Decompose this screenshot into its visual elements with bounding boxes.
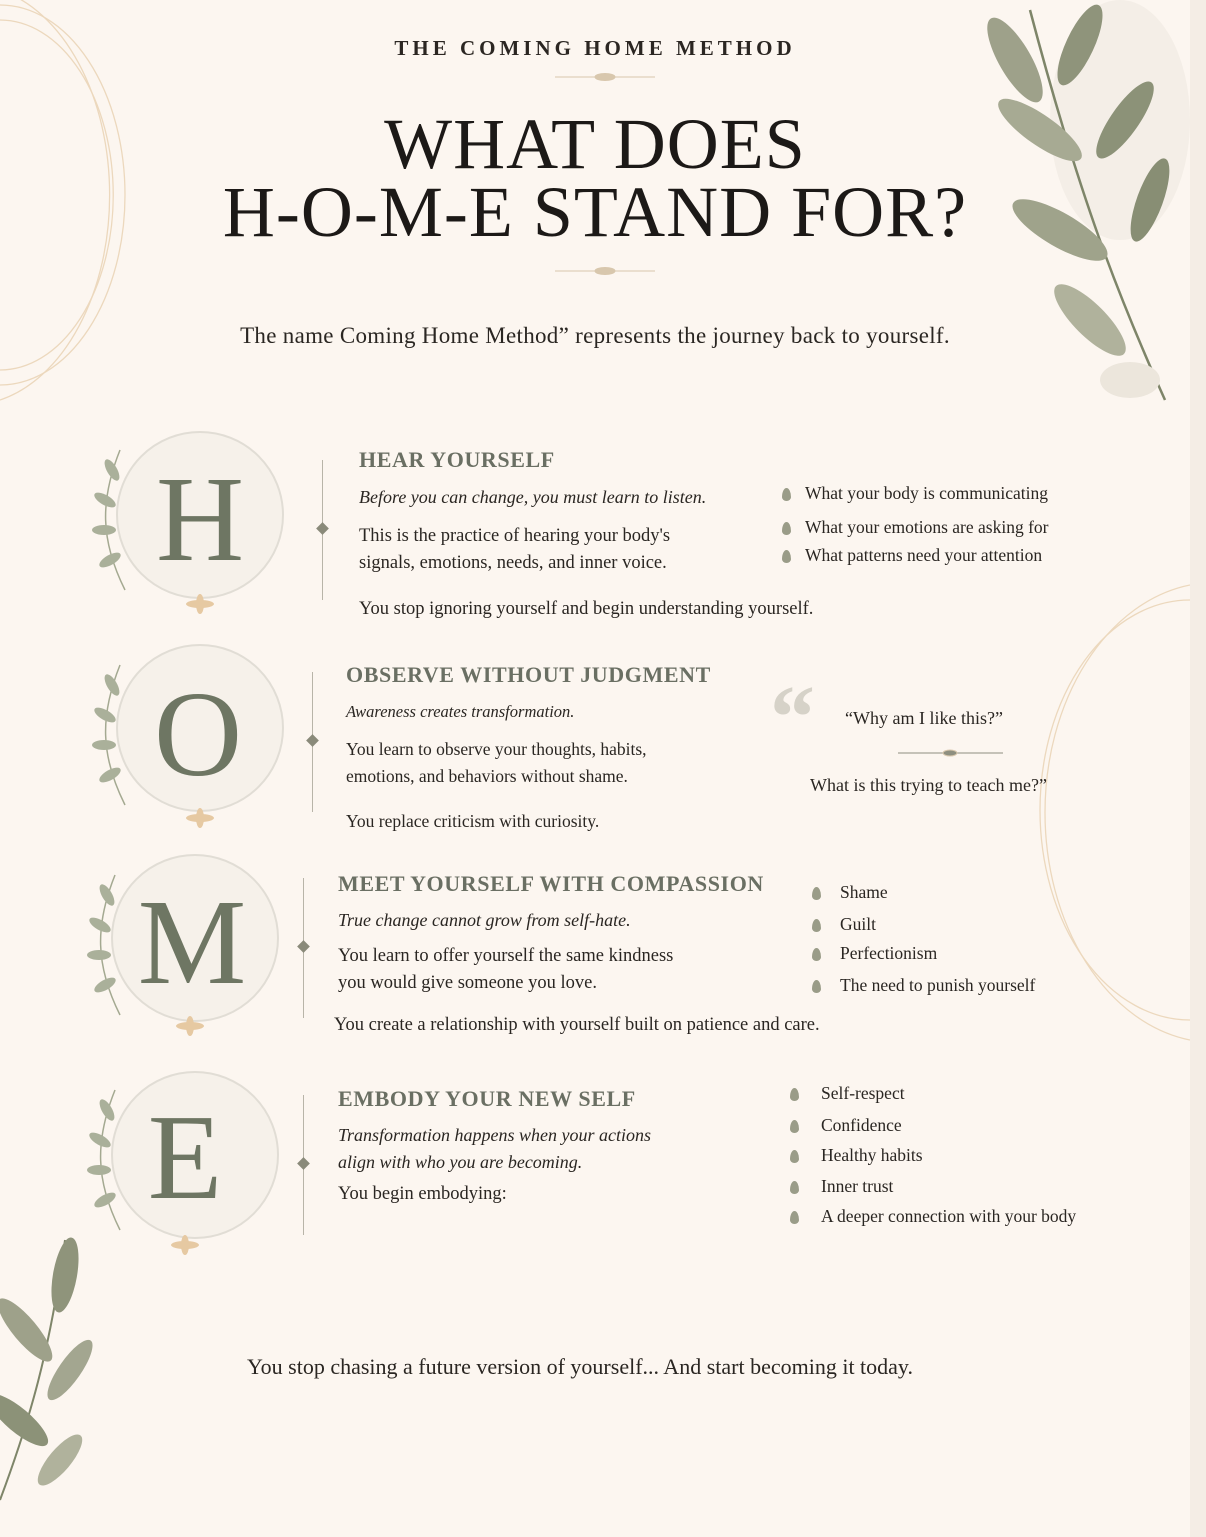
section-tagline-o: Awareness creates transformation. [346,702,575,721]
arc-lines-right-icon [1040,585,1190,1040]
leaf-bullet-icon [782,488,791,501]
title-line-1: WHAT DOES [384,104,806,184]
body-line: signals, emotions, needs, and inner voice. [359,553,667,573]
section-title-o: OBSERVE WITHOUT JUDGMENT [346,662,711,687]
body-line: emotions, and behaviors without shame. [346,766,628,786]
section-summary-m: You create a relationship with yourself built on patience and care. [334,1015,820,1035]
body-line: You learn to observe your thoughts, habits, [346,739,647,759]
page-edge [1190,0,1206,1537]
section-body-h [359,523,670,577]
leaf-bullet-icon [812,887,821,900]
quote-text-1: “Why am I like this?” [845,708,1003,728]
section-tagline-e [338,1122,651,1176]
leaf-bullet-icon [812,919,821,932]
letter-e: E [147,1090,223,1225]
leaf-bullet-icon [782,550,791,563]
leaf-bullet-icon [790,1150,799,1163]
body-line: This is the practice of hearing your body's [359,526,671,546]
section-tagline-h: Before you can change, you must learn to listen. [359,487,707,507]
closing-text: You stop chasing a future version of yourself... And start becoming it today. [246,1354,913,1379]
leaf-bullet-icon [812,948,821,961]
body-line: You learn to offer yourself the same kindness [338,946,674,966]
intro-text: The name Coming Home Method” represents the journey back to yourself. [240,323,950,348]
letter-o: O [153,667,243,802]
tagline-line: Transformation happens when your actions [338,1125,652,1145]
letter-m: M [137,875,247,1010]
eyebrow-text: THE COMING HOME METHOD [394,36,796,60]
section-summary-o: You replace criticism with curiosity. [346,811,600,831]
section-summary-h: You stop ignoring yourself and begin understanding yourself. [359,599,814,619]
section-body-o [346,736,647,790]
quote-text-2: What is this trying to teach me?” [810,775,1047,795]
section-body-e: You begin embodying: [338,1184,507,1204]
leaf-bullet-icon [782,522,791,535]
section-title-h: HEAR YOURSELF [359,447,555,472]
title-line-2: H-O-M-E STAND FOR? [222,172,968,252]
leaf-bullet-icon [790,1120,799,1133]
leaf-bullet-icon [790,1181,799,1194]
leaf-bullet-icon [790,1088,799,1101]
section-body-m [338,943,673,997]
section-title-m: MEET YOURSELF WITH COMPASSION [338,871,764,896]
page-title [0,104,1190,252]
section-tagline-m: True change cannot grow from self-hate. [338,910,631,930]
tagline-line: align with who you are becoming. [338,1152,583,1172]
section-title-e: EMBODY YOUR NEW SELF [338,1086,636,1111]
leaf-bullet-icon [812,980,821,993]
letter-h: H [155,452,245,587]
quote-icon: “ [770,668,815,767]
body-line: you would give someone you love. [338,973,597,993]
leaf-bullet-icon [790,1211,799,1224]
